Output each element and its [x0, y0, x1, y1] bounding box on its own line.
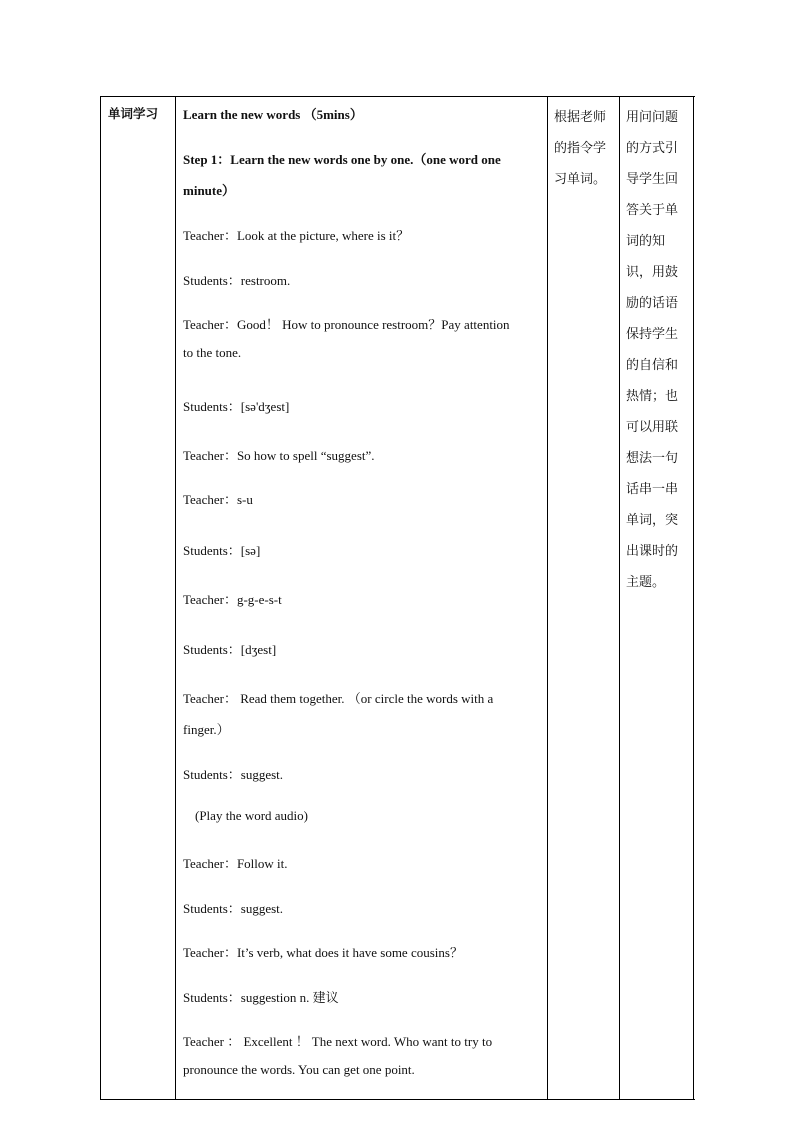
dialogue-line: Students：[sə'dʒest]: [183, 399, 290, 414]
dialogue-line: to the tone.: [183, 345, 242, 360]
dialogue-line: Teacher：Follow it.: [183, 856, 288, 871]
dialogue-line: Teacher：It’s verb, what does it have some cousins？: [183, 945, 463, 960]
table-left-border: [100, 96, 101, 1100]
dialogue-line: Students：[sə]: [183, 543, 261, 558]
section-title: Learn the new words （5mins）: [183, 107, 363, 122]
table-right-border: [693, 96, 694, 1100]
design-intent: 用问问题的方式引导学生回答关于单词的知识，用鼓励的话语保持学生的自信和热情；也可以用联想法一句话串一串单词，突出课时的主题。: [626, 110, 679, 590]
dialogue-line: Teacher：So how to spell “suggest”.: [183, 448, 375, 463]
dialogue-line: Teacher：Good！ How to pronounce restroom？Pay attention: [183, 317, 510, 332]
dialogue-line: Teacher：Look at the picture, where is it？: [183, 228, 410, 243]
dialogue-line: Students：[dʒest]: [183, 642, 277, 657]
step-1-text: Step 1：Learn the new words one by one.（one word one: [183, 152, 501, 167]
column-divider-2: [547, 96, 548, 1100]
step-1-line-2: minute）: [183, 183, 236, 198]
column-divider-3: [619, 96, 620, 1100]
dialogue-line: Students：restroom.: [183, 273, 291, 288]
dialogue-line: Students：suggest.: [183, 901, 284, 916]
stage-direction: (Play the word audio): [195, 808, 309, 823]
table-bottom-border: [100, 1099, 695, 1100]
dialogue-line: Teacher ： Excellent ！ The next word. Who want to try to: [183, 1034, 493, 1049]
student-activity: 根据老师的指令学习单词。: [554, 110, 607, 187]
dialogue-line: pronounce the words. You can get one point.: [183, 1062, 415, 1077]
section-label: 单词学习: [108, 106, 159, 121]
dialogue-line: Teacher：s-u: [183, 492, 253, 507]
column-divider-1: [175, 96, 176, 1100]
step-1-line-1: [183, 149, 540, 168]
dialogue-line: Students：suggestion n. 建议: [183, 990, 339, 1005]
dialogue-line: Students：suggest.: [183, 767, 284, 782]
dialogue-line: Teacher：g-g-e-s-t: [183, 592, 282, 607]
dialogue-line: finger.）: [183, 722, 230, 737]
table-top-border: [100, 96, 695, 97]
dialogue-line: Teacher： Read them together. （or circle the words with a: [183, 691, 494, 706]
